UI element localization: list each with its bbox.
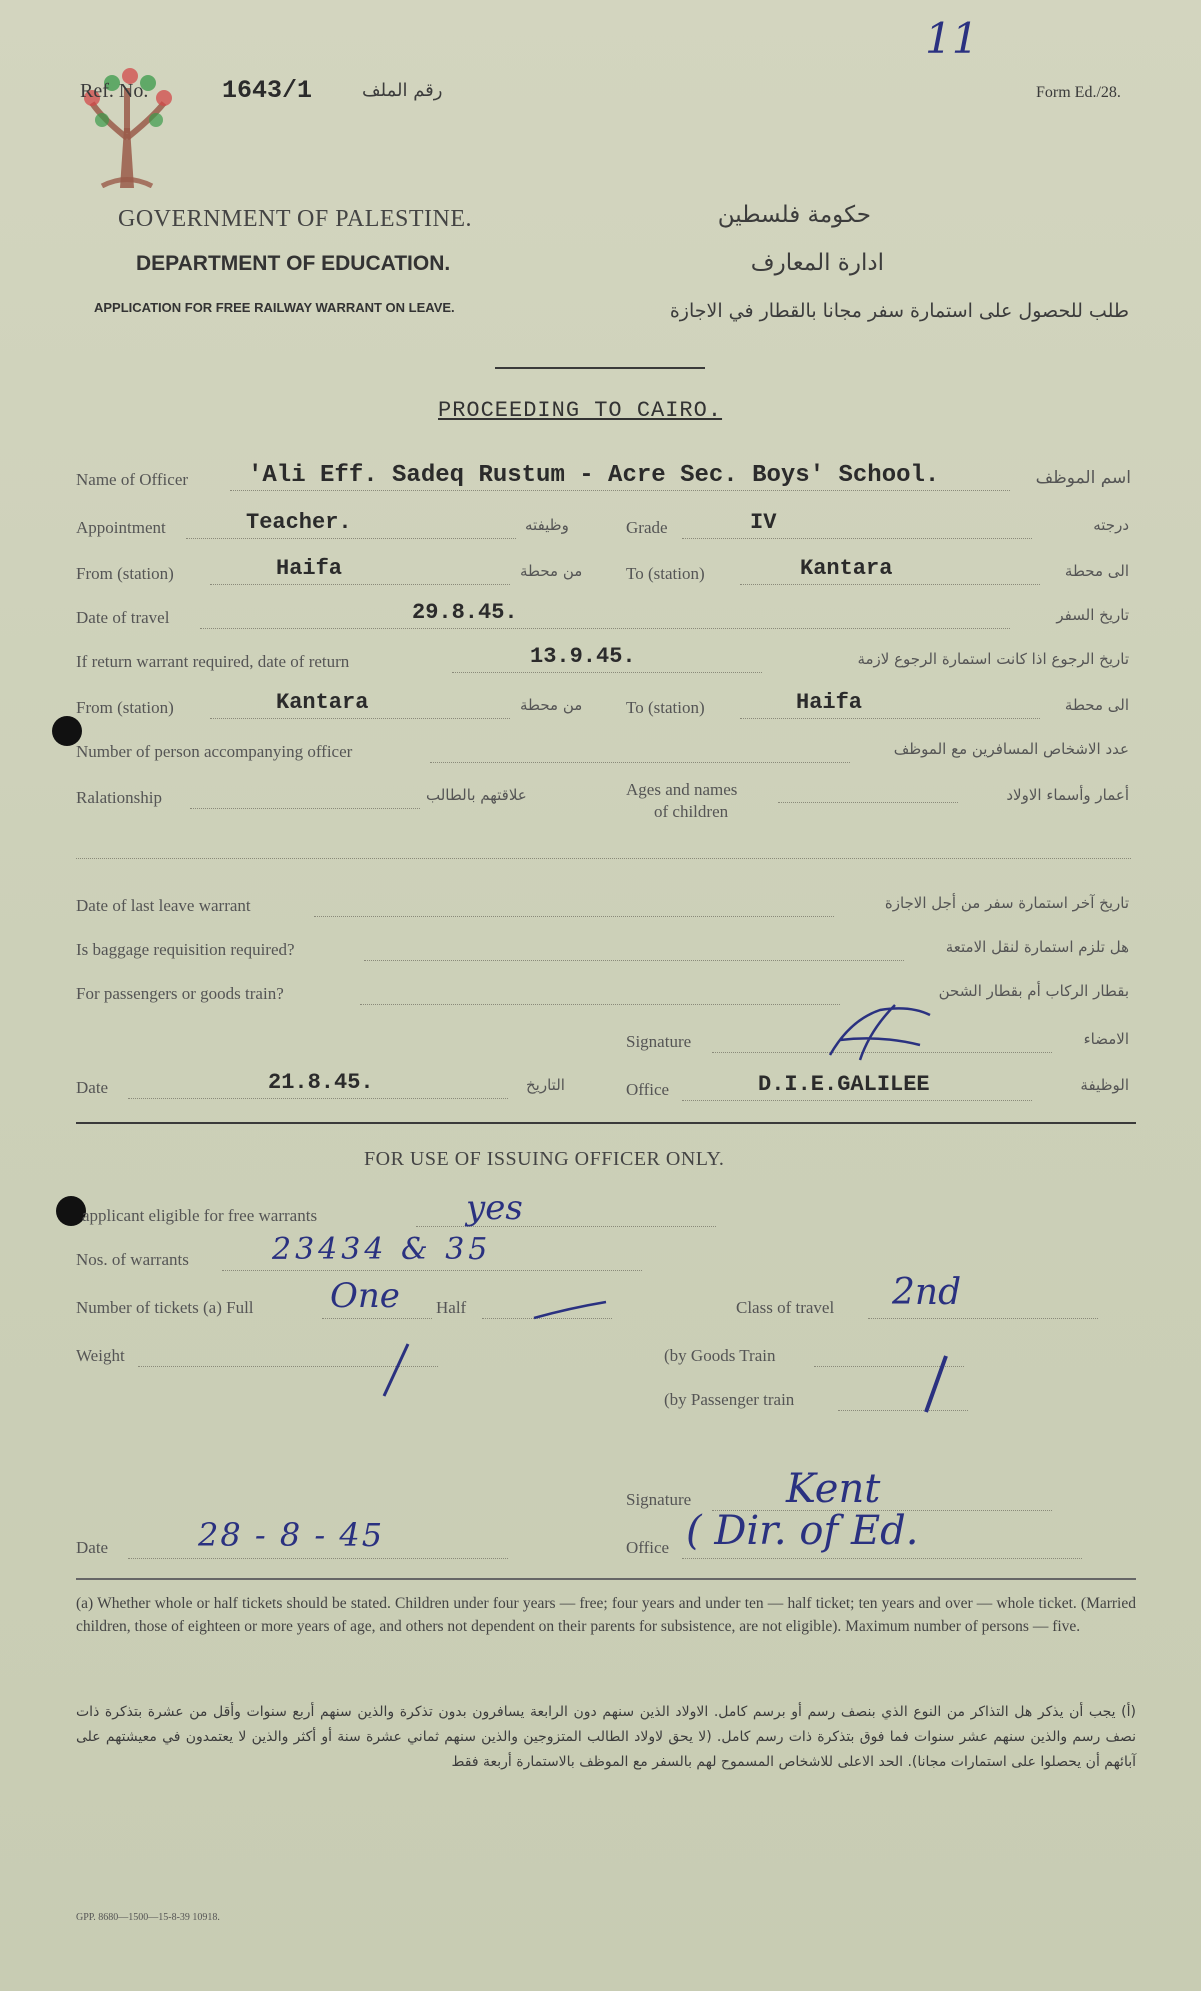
officer-ar: اسم الموظف	[1035, 468, 1131, 488]
children-label2: of children	[654, 802, 729, 821]
from1-line	[210, 584, 510, 585]
appointment-value: Teacher.	[246, 510, 352, 535]
ref-arabic: رقم الملف	[362, 80, 443, 101]
tickets-label: Number of tickets (a) Full	[76, 1298, 254, 1317]
signature-label: Signature	[626, 1032, 692, 1051]
baggage-label: Is baggage requisition required?	[76, 940, 295, 959]
from1-value: Haifa	[276, 556, 343, 581]
class-label: Class of travel	[736, 1298, 835, 1317]
eligible-value: yes	[466, 1188, 523, 1228]
to2-label: To (station)	[626, 698, 705, 717]
to2-line	[740, 718, 1040, 719]
grade-label: Grade	[626, 518, 668, 537]
ref-label: Ref. No.	[80, 80, 149, 102]
date-line	[128, 1098, 508, 1099]
office-value: D.I.E.GALILEE	[758, 1072, 930, 1097]
relationship-line	[190, 808, 420, 809]
persons-line	[430, 762, 850, 763]
children-label: Ages and names	[626, 780, 738, 799]
appointment-label: Appointment	[76, 518, 166, 537]
goods-slash-mark	[914, 1352, 954, 1416]
travel-value: 29.8.45.	[412, 600, 518, 625]
iss-office-label: Office	[626, 1538, 670, 1557]
goods-label: (by Goods Train	[664, 1346, 776, 1365]
eligible-label: applicant eligible for free warrants	[82, 1206, 318, 1225]
office-label: Office	[626, 1080, 670, 1099]
relationship-ar: علاقتهم بالطالب	[426, 786, 527, 804]
issuing-title: FOR USE OF ISSUING OFFICER ONLY.	[364, 1148, 725, 1170]
persons-label: Number of person accompanying officer	[76, 742, 353, 761]
officer-value: 'Ali Eff. Sadeq Rustum - Acre Sec. Boys' School.	[248, 462, 940, 489]
grade-value: IV	[750, 510, 777, 535]
to2-value: Haifa	[796, 690, 863, 715]
warrants-line	[222, 1270, 642, 1271]
gov-title-ar: حكومة فلسطين	[717, 202, 871, 228]
children-ar: أعمار وأسماء الاولاد	[1006, 786, 1129, 804]
short-divider	[495, 367, 705, 369]
tree-logo	[72, 48, 182, 188]
signature-mark	[820, 1000, 940, 1070]
lastleave-line	[314, 916, 834, 917]
signature-ar: الامضاء	[1083, 1030, 1129, 1048]
iss-office-value: ( Dir. of Ed.	[686, 1508, 919, 1554]
iss-date-value: 28 - 8 - 45	[198, 1516, 385, 1554]
tickets-value: One	[330, 1276, 400, 1316]
blank-line	[76, 858, 1131, 859]
footnote-english: (a) Whether whole or half tickets should be stated. Children under four years — free; four years and under ten — half ticket; ten years and over — whole ticket. (Married children, those of eighteen or more years of age, and others not dependent on their parents for subsistence, are not eligible). Maximum number of persons — five.	[76, 1595, 1136, 1635]
date-ar: التاريخ	[526, 1076, 565, 1094]
tickets-line	[322, 1318, 432, 1319]
officer-line	[230, 490, 1010, 491]
iss-signature-label: Signature	[626, 1490, 692, 1509]
persons-ar: عدد الاشخاص المسافرين مع الموظف	[893, 740, 1129, 758]
return-line	[452, 672, 762, 673]
from1-label: From (station)	[76, 564, 174, 583]
office-ar: الوظيفة	[1080, 1076, 1129, 1094]
iss-signature-value: Kent	[786, 1466, 881, 1512]
travel-line	[200, 628, 1010, 629]
weight-slash-mark	[376, 1340, 416, 1400]
officer-label: Name of Officer	[76, 470, 189, 489]
train-label: For passengers or goods train?	[76, 984, 284, 1003]
from2-label: From (station)	[76, 698, 174, 717]
lastleave-ar: تاريخ آخر استمارة سفر من أجل الاجازة	[884, 894, 1129, 912]
date-value: 21.8.45.	[268, 1070, 374, 1095]
office-line	[682, 1100, 1032, 1101]
section-divider	[76, 1122, 1136, 1124]
return-value: 13.9.45.	[530, 644, 636, 669]
children-line	[778, 802, 958, 803]
return-label: If return warrant required, date of return	[76, 652, 350, 671]
appointment-ar: وظيفته	[525, 516, 569, 534]
from2-value: Kantara	[276, 690, 369, 715]
date-label: Date	[76, 1078, 109, 1097]
to1-line	[740, 584, 1040, 585]
travel-ar: تاريخ السفر	[1056, 606, 1129, 624]
iss-date-label: Date	[76, 1538, 109, 1557]
iss-office-line	[682, 1558, 1082, 1559]
to2-ar: الى محطة	[1064, 696, 1129, 714]
application-title-ar: طلب للحصول على استمارة سفر مجانا بالقطار في الاجازة	[669, 300, 1129, 322]
proceeding-title: PROCEEDING TO CAIRO.	[438, 398, 723, 423]
class-line	[868, 1318, 1098, 1319]
grade-ar: درجته	[1093, 516, 1129, 534]
gov-title-en: GOVERNMENT OF PALESTINE.	[118, 206, 473, 232]
iss-date-line	[128, 1558, 508, 1559]
page-mark: 11	[925, 14, 979, 63]
passenger-label: (by Passenger train	[664, 1390, 795, 1409]
grade-line	[682, 538, 1032, 539]
eligible-line	[416, 1226, 716, 1227]
baggage-ar: هل تلزم استمارة لنقل الامتعة	[945, 938, 1129, 956]
application-title-en: APPLICATION FOR FREE RAILWAY WARRANT ON LEAVE.	[94, 300, 455, 315]
printer-line: GPP. 8680—1500—15-8-39 10918.	[76, 1912, 220, 1923]
ref-number: 1643/1	[222, 76, 313, 105]
class-value: 2nd	[892, 1272, 962, 1313]
dept-title-ar: ادارة المعارف	[750, 250, 884, 276]
warrants-value: 23434 & 35	[272, 1232, 492, 1267]
form-code: Form Ed./28.	[1036, 84, 1121, 101]
return-ar: تاريخ الرجوع اذا كانت استمارة الرجوع لازمة	[857, 650, 1129, 668]
train-ar: بقطار الركاب أم بقطار الشحن	[938, 982, 1129, 1000]
to1-value: Kantara	[800, 556, 893, 581]
from2-line	[210, 718, 510, 719]
warrants-label: Nos. of warrants	[76, 1250, 189, 1269]
relationship-label: Ralationship	[76, 788, 162, 807]
from1-ar: من محطة	[520, 562, 583, 580]
lastleave-label: Date of last leave warrant	[76, 896, 251, 915]
travel-label: Date of travel	[76, 608, 170, 627]
appointment-line	[186, 538, 516, 539]
dept-title-en: DEPARTMENT OF EDUCATION.	[136, 252, 451, 275]
train-line	[360, 1004, 840, 1005]
half-dash-mark	[530, 1298, 610, 1322]
baggage-line	[364, 960, 904, 961]
weight-label: Weight	[76, 1346, 125, 1365]
to1-ar: الى محطة	[1064, 562, 1129, 580]
half-label: Half	[436, 1298, 467, 1317]
footnote-divider	[76, 1578, 1136, 1580]
footnote-arabic: (أ) يجب أن يذكر هل التذاكر من النوع الذي بنصف رسم أو برسم كامل. الاولاد الذين سنهم دون الرابعة يسافرون بدون تذكرة والذين سنهم أربع سنوات وأقل من عشرة بتذكرة ذات نصف رسم والذين سنهم عشر سنوات فما فوق بتذكرة ذات رسم كامل. (لا يحق لاولاد الطالب المتزوجين والذين سنهم ثماني عشرة سنة أو أكثر والذين لا يعتمدون في معيشتهم على آبائهم أن يحصلوا على استمارات مجانا). الحد الاعلى للاشخاص المسموح لهم بالسفر مع الموظف بالاستمارة أربعة فقط	[76, 1704, 1136, 1770]
from2-ar: من محطة	[520, 696, 583, 714]
to1-label: To (station)	[626, 564, 705, 583]
